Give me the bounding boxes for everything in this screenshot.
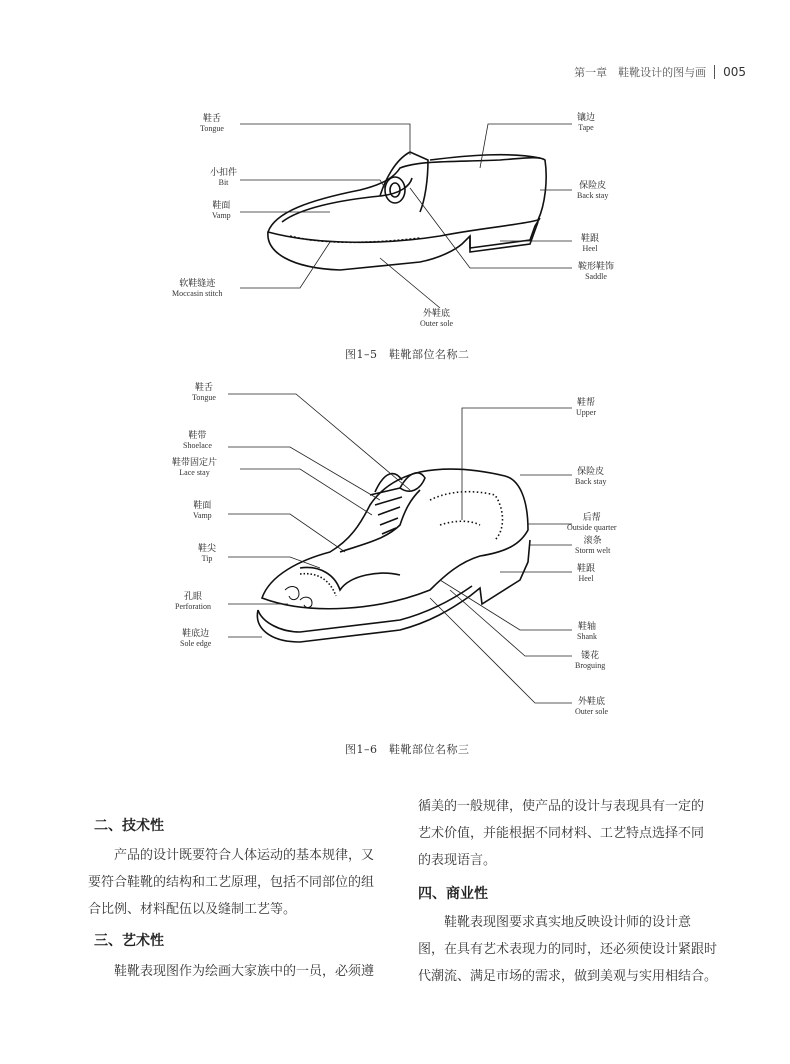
- text-line: 循美的一般规律，使产品的设计与表现具有一定的: [418, 799, 705, 814]
- text-line: 产品的设计既要符合人体运动的基本规律，又: [114, 848, 375, 863]
- heading-artistic: 三、艺术性: [94, 933, 164, 949]
- text-line: 图，在具有艺术表现力的同时，还必须使设计紧跟时: [418, 942, 718, 957]
- label-heel-2: 鞋跟 Heel: [577, 564, 596, 583]
- text-line: 鞋靴表现图作为绘画大家族中的一员，必须遵: [114, 964, 375, 979]
- label-backstay-1: 保险皮 Back stay: [577, 181, 609, 200]
- label-tongue-2: 鞋舌 Tongue: [192, 383, 216, 402]
- label-vamp-1: 鞋面 Vamp: [212, 201, 231, 220]
- label-lace-stay: 鞋带固定片 Lace stay: [172, 458, 218, 477]
- label-tip: 鞋尖 Tip: [198, 544, 217, 563]
- text-line: 的表现语言。: [418, 853, 497, 868]
- text-line: 代潮流、满足市场的需求，做到美观与实用相结合。: [418, 969, 718, 984]
- heading-technical: 二、技术性: [94, 818, 164, 834]
- page-number: 005: [723, 65, 746, 79]
- label-shank: 鞋轴 Shank: [577, 622, 597, 641]
- figure-caption-2: 图1–6 鞋靴部位名称三: [345, 743, 470, 756]
- label-outersole-1: 外鞋底 Outer sole: [420, 309, 454, 328]
- paragraph-artistic: [88, 958, 398, 985]
- label-moccasin-stitch: 软鞋缝迹 Moccasin stitch: [172, 279, 223, 298]
- label-outersole-2: 外鞋底 Outer sole: [575, 697, 609, 716]
- text-line: 合比例、材料配伍以及缝制工艺等。: [88, 902, 297, 917]
- label-bit: 小扣件 Bit: [210, 168, 238, 187]
- text-line: 要符合鞋靴的结构和工艺原理，包括不同部位的组: [88, 875, 375, 890]
- text-line: 艺术价值，并能根据不同材料、工艺特点选择不同: [418, 826, 705, 841]
- chapter-title: 第一章 鞋靴设计的图与画: [574, 66, 707, 79]
- paragraph-artistic-continued: [418, 793, 728, 874]
- label-storm-welt: 滚条 Storm welt: [575, 536, 611, 555]
- paragraph-commercial: [418, 909, 728, 990]
- paragraph-technical: [88, 842, 398, 923]
- label-vamp-2: 鞋面 Vamp: [193, 501, 212, 520]
- label-sole-edge: 鞋底边 Sole edge: [180, 629, 212, 648]
- label-shoelace: 鞋带 Shoelace: [183, 431, 212, 450]
- label-outside-quarter: 后帮 Outside quarter: [567, 513, 617, 532]
- label-heel-1: 鞋跟 Heel: [581, 234, 600, 253]
- figure-caption-1: 图1–5 鞋靴部位名称二: [345, 348, 470, 361]
- label-upper: 鞋帮 Upper: [576, 398, 596, 417]
- label-tongue-1: 鞋舌 Tongue: [200, 114, 224, 133]
- label-saddle: 鞍形鞋饰 Saddle: [578, 262, 615, 281]
- label-backstay-2: 保险皮 Back stay: [575, 467, 607, 486]
- label-broguing: 镂花 Broguing: [575, 651, 606, 670]
- label-perforation: 孔眼 Perforation: [175, 592, 211, 611]
- label-tape: 镶边 Tape: [577, 113, 596, 132]
- text-line: 鞋靴表现图要求真实地反映设计师的设计意: [444, 915, 692, 930]
- heading-commercial: 四、商业性: [418, 886, 488, 902]
